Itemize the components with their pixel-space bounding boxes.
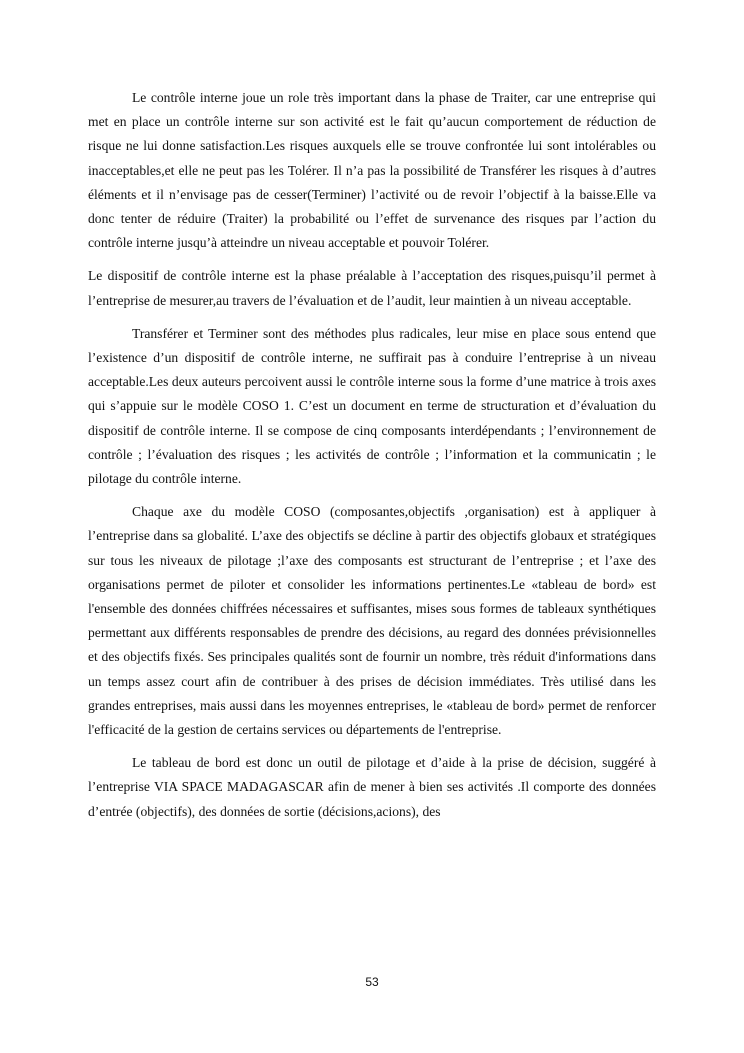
page-number: 53 (365, 975, 379, 989)
paragraph-2: Le dispositif de contrôle interne est la phase préalable à l’acceptation des risques,puisqu’il permet à l’entreprise de mesurer,au travers de l’évaluation et de l’audit, leur maintien à un niveau acceptable. (88, 268, 656, 308)
paragraph-3: Transférer et Terminer sont des méthodes plus radicales, leur mise en place sous entend que l’existence d’un dispositif de contrôle interne, ne suffirait pas à conduire l’entreprise à un niveau acceptable.Les deux auteurs percoivent aussi le contrôle interne sous la forme d’une matrice à trois axes qui s’appuie sur le modèle COSO 1. C’est un document en terme de structuration et d’évaluation du dispositif de contrôle interne. Il se compose de cinq composants interdépendants ; l’environnement de contrôle ; l’évaluation des risques ; les activités de contrôle ; l’information et la communicatin ; le pilotage du contrôle interne. (88, 325, 656, 487)
body-text (88, 86, 656, 833)
paragraph-1: Le contrôle interne joue un role très important dans la phase de Traiter, car une entreprise qui met en place un contrôle interne sur son activité est le fait qu’aucun comportement de réduction de risque ne lui donne satisfaction.Les risques auxquels elle se trouve confrontée lui sont intolérables ou inacceptables,et elle ne peut pas les Tolérer. Il n’a pas la possibilité de Transférer les risques à d’autres éléments et il n’envisage pas de cesser(Terminer) l’activité ou de revoir l’objectif à la baisse.Elle va donc tenter de réduire (Traiter) la probabilité ou l’effet de survenance des risques par l’action du contrôle interne jusqu’à atteindre un niveau acceptable et pouvoir Tolérer. (88, 90, 656, 251)
paragraph-5: Le tableau de bord est donc un outil de pilotage et d’aide à la prise de décision, suggéré à l’entreprise VIA SPACE MADAGASCAR afin de mener à bien ses activités .Il comporte des données d’entrée (objectifs), des données de sortie (décisions,acions), des (88, 755, 656, 819)
paragraph-4: Chaque axe du modèle COSO (composantes,objectifs ,organisation) est à appliquer à l’entreprise dans sa globalité. L’axe des objectifs se décline à partir des objectifs globaux et stratégiques sur tous les niveaux de pilotage ;l’axe des composants est structurant de l’entreprise ; et l’axe des organisations permet de piloter et consolider les informations pertinentes.Le «tableau de bord» est l'ensemble des données chiffrées nécessaires et suffisantes, mises sous formes de tableaux synthétiques permettant aux différents responsables de prendre des décisions, au regard des données prévisionnelles et des objectifs fixés. Ses principales qualités sont de fournir un nombre, très réduit d'informations dans un temps assez court afin de contribuer à des prises de décision immédiates. Très utilisé dans les grandes entreprises, mais aussi dans les moyennes entreprises, le «tableau de bord» permet de renforcer l'efficacité de la gestion de certains services ou départements de l'entreprise. (88, 504, 656, 738)
